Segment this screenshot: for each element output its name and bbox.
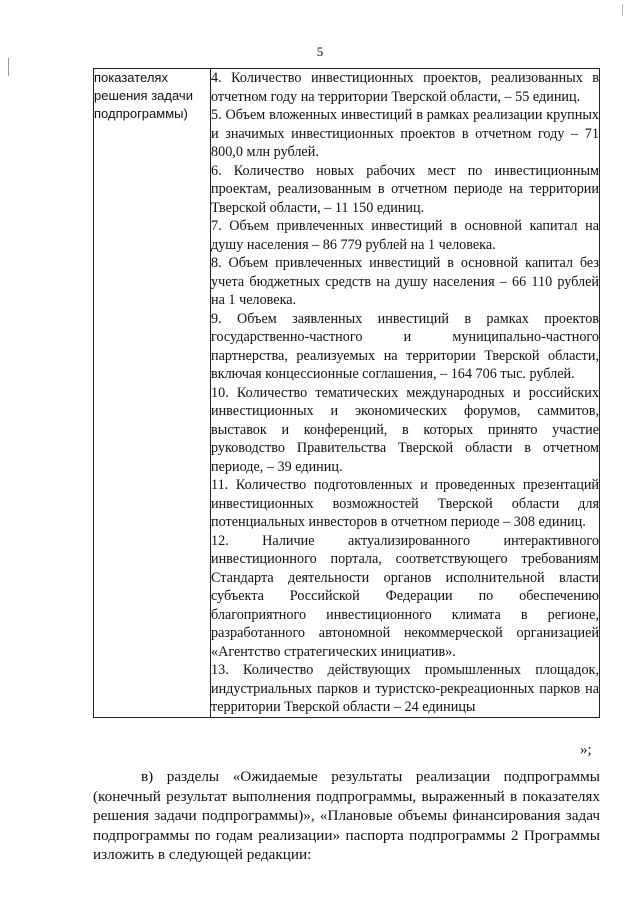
indicator-item: 5. Объем вложенных инвестиций в рамках реализации крупных и значимых инвестиционных проектов в отчетном году – 71 800,0 млн рублей. — [211, 107, 599, 160]
closing-quote: »; — [580, 742, 592, 758]
indicators-cell — [211, 69, 600, 718]
indicator-item: 6. Количество новых рабочих мест по инвестиционным проектам, реализованным в отчетном периоде на территории Тверской области, – 11 150 единиц. — [211, 162, 599, 216]
table-row — [94, 69, 600, 718]
passport-table — [93, 68, 600, 718]
margin-mark — [622, 4, 623, 16]
page-number: 5 — [316, 44, 324, 59]
indicator-item: 4. Количество инвестиционных проектов, реализованных в отчетном году на территории Тверской области, – 55 единиц. — [211, 70, 599, 105]
margin-mark — [8, 58, 9, 76]
indicator-item: 11. Количество подготовленных и проведенных презентаций инвестиционных возможностей Тверской области для потенциальных инвесторов в отчетном периоде – 308 единиц. — [211, 477, 599, 530]
indicator-item: 9. Объем заявленных инвестиций в рамках проектов государственно-частного и муниципально-частного партнерства, реализуемых на территории Тверской области, включая концессионные соглашения, – 164 706 тыс. рублей. — [211, 310, 599, 382]
indicator-item: 13. Количество действующих промышленных площадок, индустриальных парков и туристско-рекреационных парков на территории Тверской области – 24 единицы — [211, 662, 599, 715]
indicator-item: 10. Количество тематических международных и российских инвестиционных и экономических форумов, саммитов, выставок и конференций, в которых принято участие руководство Правительства Тверской области в отчетном периоде, – 39 единиц. — [211, 384, 599, 475]
indicator-item: 7. Объем привлеченных инвестиций в основной капитал на душу населения – 86 779 рублей на 1 человека. — [211, 218, 599, 253]
indicator-item: 8. Объем привлеченных инвестиций в основной капитал без учета бюджетных средств на душу населения – 66 110 рублей на 1 человека. — [211, 255, 599, 308]
body-paragraph: в) разделы «Ожидаемые результаты реализации подпрограммы (конечный результат выполнения подпрограммы, выраженный в показателях решения задачи подпрограммы)», «Плановые объемы финансирования задач подпрограммы по годам реализации» паспорта подпрограммы 2 Программы изложить в следующей редакции: — [93, 768, 600, 863]
table-label-cell: показателях решения задачи подпрограммы) — [94, 69, 211, 718]
indicator-item: 12. Наличие актуализированного интерактивного инвестиционного портала, соответствующего требованиям Стандарта деятельности органов исполнительной власти субъекта Российской Федерации по обеспечению благоприятного инвестиционного климата в регионе, разработанного автономной некоммерческой организацией «Агентство стратегических инициатив». — [211, 532, 599, 660]
